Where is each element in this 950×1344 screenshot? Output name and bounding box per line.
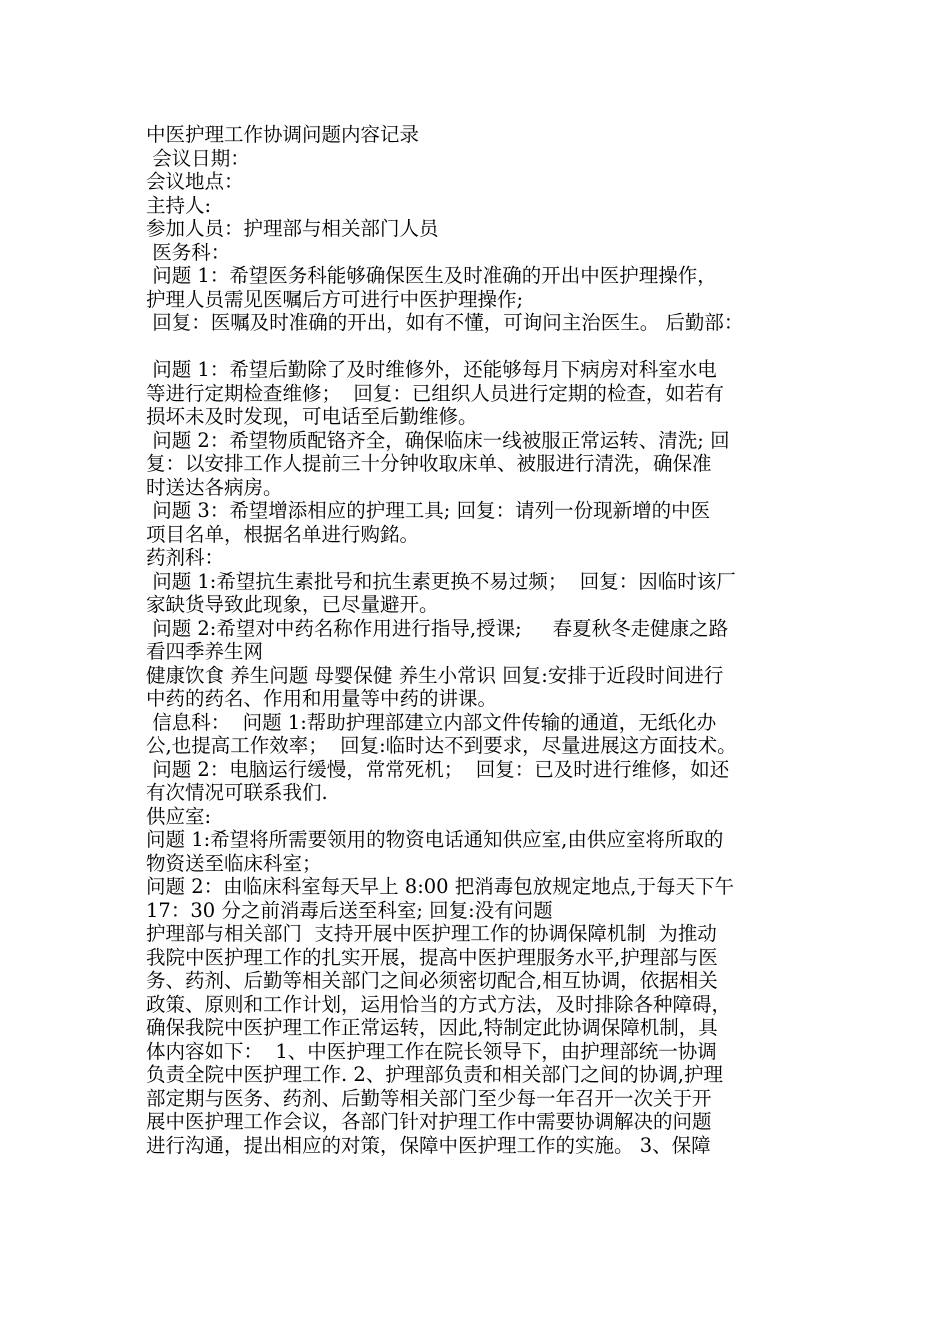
text-line: 药剂科： <box>146 546 225 569</box>
text-line: 问题 1：希望医务科能够确保医生及时准确的开出中医护理操作， <box>146 264 717 287</box>
text-line: 确保我院中医护理工作正常运转，因此,特制定此协调保障机制，具 <box>146 1016 718 1039</box>
text-line: 政策、原则和工作计划，运用恰当的方式方法，及时排除各种障碍， <box>146 992 732 1016</box>
text-line: 主持人: <box>146 193 212 217</box>
text-line: 务、药剂、后勤等相关部门之间必须密切配合,相互协调，依据相关 <box>146 969 718 992</box>
text-line: 护理部与相关部门 支持开展中医护理工作的协调保障机制 为推动 <box>146 922 717 945</box>
text-line: 公,也提高工作效率； 回复:临时达不到要求，尽量进展这方面技术。 <box>146 734 737 757</box>
text-line: 问题 2：由临床科室每天早上 8:00 把消毒包放规定地点,于每天下午 <box>146 875 734 898</box>
text-line: 物资送至临床科室； <box>146 851 322 875</box>
text-line: 问题 2：电脑运行缓慢，常常死机； 回复：已及时进行维修，如还 <box>146 757 730 781</box>
text-line: 会议日期： <box>146 146 250 170</box>
document-title: 中医护理工作协调问题内容记录 <box>146 123 420 146</box>
text-line: 等进行定期检查维修； 回复：已组织人员进行定期的检查，如若有 <box>146 381 724 405</box>
text-line: 回复：医嘱及时准确的开出，如有不懂，可询问主治医生。 后勤部： <box>146 311 744 334</box>
text-line: 家缺货导致此现象，已尽量避开。 <box>146 593 439 616</box>
text-line: 信息科： 问题 1:帮助护理部建立内部文件传输的通道，无纸化办 <box>146 710 717 734</box>
text-line: 进行沟通，提出相应的对策，保障中医护理工作的实施。 3、保障 <box>146 1133 711 1157</box>
text-line: 供应室: <box>146 804 212 828</box>
text-line: 体内容如下： 1、中医护理工作在院长领导下，由护理部统一协调 <box>146 1039 717 1063</box>
text-line: 有次情况可联系我们. <box>146 781 328 804</box>
text-line: 医务科： <box>146 240 231 264</box>
text-line: 17：30 分之前消毒后送至科室; 回复:没有问题 <box>146 898 553 922</box>
text-line: 健康饮食 养生问题 母婴保健 养生小常识 回复:安排于近段时间进行 <box>146 663 724 687</box>
text-line: 问题 2：希望物质配铬齐全，确保临床一线被服正常运转、清洗; 回 <box>146 428 730 452</box>
text-line: 我院中医护理工作的扎实开展，提高中医护理服务水平,护理部与医 <box>146 945 718 969</box>
text-line: 部定期与医务、药剂、后勤等相关部门至少每一年召开一次关于开 <box>146 1086 712 1110</box>
text-line: 时送达各病房。 <box>146 475 283 499</box>
text-line <box>146 335 826 359</box>
text-line: 中药的药名、作用和用量等中药的讲课。 <box>146 687 498 710</box>
text-line: 会议地点： <box>146 170 244 193</box>
text-line: 问题 2:希望对中药名称作用进行指导,授课; 春夏秋冬走健康之路 <box>146 616 729 640</box>
text-line: 损坏未及时发现，可电话至后勤维修。 <box>146 405 478 428</box>
text-line: 看四季养生网 <box>146 640 264 663</box>
text-line: 负责全院中医护理工作. 2、护理部负责和相关部门之间的协调,护理 <box>146 1063 724 1086</box>
text-line: 展中医护理工作会议，各部门针对护理工作中需要协调解决的问题 <box>146 1110 712 1133</box>
text-line: 项目名单，根据名单进行购銘。 <box>146 522 420 546</box>
text-line: 复：以安排工作人提前三十分钟收取床单、被服进行清洗，确保准 <box>146 452 712 475</box>
text-line: 护理人员需见医嘱后方可进行中医护理操作; <box>146 287 524 311</box>
text-line: 参加人员：护理部与相关部门人员 <box>146 217 439 240</box>
text-line: 问题 1:希望抗生素批号和抗生素更换不易过频； 回复：因临时该厂 <box>146 569 736 593</box>
text-line: 问题 1:希望将所需要领用的物资电话通知供应室,由供应室将所取的 <box>146 828 724 851</box>
text-line: 问题 1：希望后勤除了及时维修外，还能够每月下病房对科室水电 <box>146 358 717 381</box>
text-line: 问题 3：希望增添相应的护理工具; 回复：请列一份现新增的中医 <box>146 499 711 522</box>
document-body <box>146 123 826 1157</box>
